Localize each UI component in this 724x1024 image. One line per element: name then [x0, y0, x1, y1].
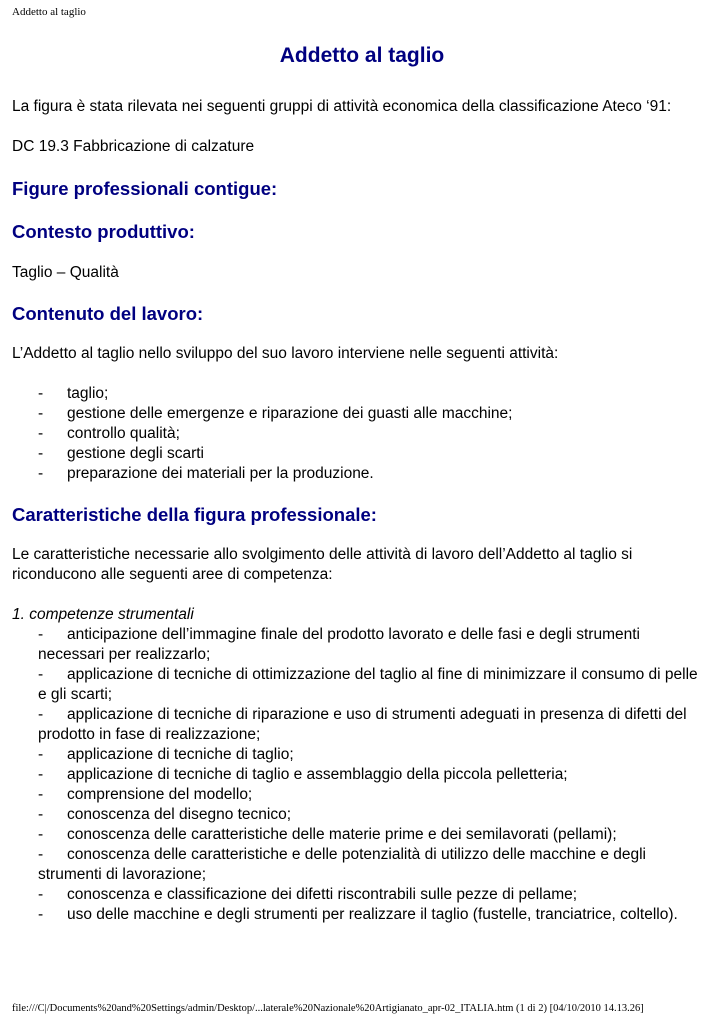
ateco-code: DC 19.3 Fabbricazione di calzature	[12, 138, 255, 155]
competenza-item	[12, 665, 702, 705]
list-dash: -	[38, 826, 44, 843]
browser-print-footer: file:///C|/Documents%20and%20Settings/admin/Desktop/...laterale%20Nazionale%20Artigianato_apr-02_ITALIA.htm (1 di 2) [04/10/2010 14.13.26]	[12, 1003, 644, 1014]
list-dash: -	[38, 465, 44, 482]
competenza-text: conoscenza delle caratteristiche e delle potenzialità di utilizzo delle macchine e degli strumenti di lavorazione;	[38, 846, 647, 883]
list-dash: -	[38, 405, 44, 422]
activity-item	[12, 384, 702, 404]
competenza-item	[12, 805, 702, 825]
competenza-item	[12, 745, 702, 765]
activity-text: preparazione dei materiali per la produzione.	[67, 465, 374, 482]
competenza-item	[12, 785, 702, 805]
competenza-text: comprensione del modello;	[67, 786, 253, 803]
activity-text: gestione degli scarti	[67, 445, 204, 462]
list-dash: -	[38, 445, 44, 462]
page-title: Addetto al taglio	[279, 44, 445, 68]
competenze-heading: 1. competenze strumentali	[12, 606, 194, 623]
activity-text: controllo qualità;	[67, 425, 180, 442]
list-dash: -	[38, 706, 44, 723]
list-dash: -	[38, 626, 44, 643]
list-dash: -	[38, 746, 44, 763]
document-body	[12, 97, 702, 925]
competenza-text: applicazione di tecniche di riparazione e uso di strumenti adeguati in presenza di difetti del prodotto in fase di realizzazione;	[38, 706, 687, 743]
competenze-list	[12, 625, 702, 925]
activity-item	[12, 404, 702, 424]
competenza-text: anticipazione dell’immagine finale del prodotto lavorato e delle fasi e degli strumenti necessari per realizzarlo;	[38, 626, 640, 663]
competenza-text: applicazione di tecniche di taglio;	[67, 746, 294, 763]
activity-item	[12, 424, 702, 444]
contesto-text: Taglio – Qualità	[12, 264, 119, 281]
competenza-item	[12, 885, 702, 905]
competenza-text: uso delle macchine e degli strumenti per realizzare il taglio (fustelle, tranciatrice, coltello).	[67, 906, 678, 923]
list-dash: -	[38, 666, 44, 683]
intro-paragraph: La figura è stata rilevata nei seguenti gruppi di attività economica della classificazione Ateco ‘91:	[12, 98, 672, 115]
heading-contenuto: Contenuto del lavoro:	[12, 303, 204, 324]
list-dash: -	[38, 846, 44, 863]
activity-item	[12, 444, 702, 464]
contenuto-intro: L’Addetto al taglio nello sviluppo del suo lavoro interviene nelle seguenti attività:	[12, 345, 559, 362]
list-dash: -	[38, 425, 44, 442]
list-dash: -	[38, 786, 44, 803]
competenza-text: conoscenza e classificazione dei difetti riscontrabili sulle pezze di pellame;	[67, 886, 578, 903]
list-dash: -	[38, 906, 44, 923]
activity-item	[12, 464, 702, 484]
activities-list	[12, 384, 702, 484]
browser-print-header: Addetto al taglio	[12, 6, 86, 18]
activity-text: gestione delle emergenze e riparazione dei guasti alle macchine;	[67, 405, 513, 422]
list-dash: -	[38, 886, 44, 903]
competenza-item	[12, 845, 702, 885]
competenza-item	[12, 705, 702, 745]
heading-caratteristiche: Caratteristiche della figura professionale:	[12, 504, 377, 525]
heading-contesto: Contesto produttivo:	[12, 221, 195, 242]
competenza-text: conoscenza delle caratteristiche delle materie prime e dei semilavorati (pellami);	[67, 826, 617, 843]
competenza-item	[12, 625, 702, 665]
heading-figure-contigue: Figure professionali contigue:	[12, 178, 278, 199]
competenza-text: applicazione di tecniche di taglio e assemblaggio della piccola pelletteria;	[67, 766, 568, 783]
competenza-item	[12, 905, 702, 925]
competenza-text: applicazione di tecniche di ottimizzazione del taglio al fine di minimizzare il consumo di pelle e gli scarti;	[38, 666, 698, 703]
caratteristiche-intro: Le caratteristiche necessarie allo svolgimento delle attività di lavoro dell’Addetto al taglio si riconducono alle seguenti aree di competenza:	[12, 546, 633, 583]
list-dash: -	[38, 806, 44, 823]
list-dash: -	[38, 766, 44, 783]
competenza-item	[12, 825, 702, 845]
competenza-item	[12, 765, 702, 785]
competenza-text: conoscenza del disegno tecnico;	[67, 806, 292, 823]
activity-text: taglio;	[67, 385, 109, 402]
list-dash: -	[38, 385, 44, 402]
